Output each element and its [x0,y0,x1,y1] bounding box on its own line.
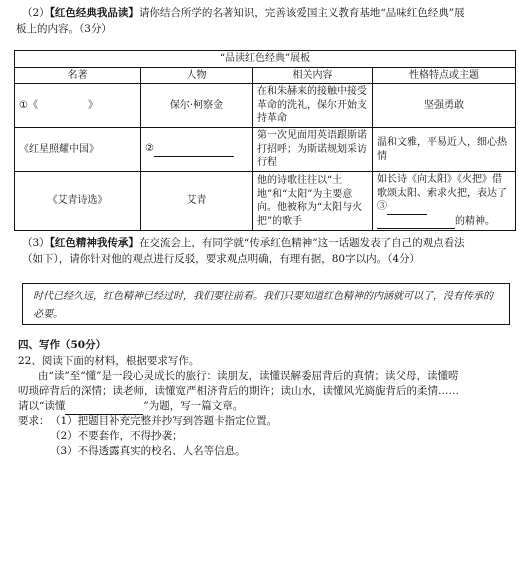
table-row [15,84,516,128]
q2-number: （2） [22,7,50,19]
requirement-1: （1）把题目补充完整并抄写到答题卡指定位置。 [50,415,278,427]
row2-content: 第一次见面用英语跟斯诺打招呼；为斯诺规划采访行程 [253,128,373,172]
table-row [15,172,516,231]
q2-tag: 【红色经典我品读】 [49,7,139,19]
table-title: “品读红色经典”展板 [15,51,516,68]
row2-person-label: ② [145,143,154,155]
requirements-label: 要求： [18,415,50,427]
q3-text-line1: 在交流会上，有同学就“传承红色精神”这一话题发表了自己的观点看法 [138,237,465,249]
requirement-3: （3）不得透露真实的校名、人名等信息。 [50,445,246,457]
row1-book[interactable]: ①《 》 [15,84,141,128]
row3-person: 艾青 [141,172,253,231]
q3-quote-box: 时代已经久远，红色精神已经过时，我们要往前看。我们只要知道红色精神的内涵就可以了，没有传承的必要。 [22,283,510,325]
q2-text-line2: 板上的内容。（3分） [16,23,112,35]
requirement-2: （2）不要套作，不得抄袭； [50,430,183,442]
reading-table [14,50,516,231]
essay-title-blank[interactable] [65,399,143,415]
material-line2: 叨琐碎背后的深情；读老师，读懂宽严相济背后的期许；读山水，读懂风光旖旎背后的柔情…… [18,385,459,397]
q3-text-line2: （如下），请你针对他的观点进行反驳，要求观点明确，有理有据，80字以内。（4分） [22,253,421,265]
essay-prompt [18,399,513,415]
row3-content: 他的诗歌往往以“土地”和“太阳”为主要意向。他被称为“太阳与火把”的歌手 [253,172,373,231]
table-row [15,128,516,172]
essay-prompt-end: ”为题，写一篇文章。 [143,400,244,412]
table-header-book: 名著 [15,67,141,84]
q2-intro [22,6,513,21]
row2-person-cell [141,128,253,172]
section4-title: 四、写作（50分） [18,339,107,351]
row1-content: 在和朱赫来的接触中接受革命的洗礼，保尔开始支持革命 [253,84,373,128]
row3-trait-cell [373,172,516,231]
answer-blank-3b[interactable] [377,215,455,230]
q22-instruction: 22、阅读下面的材料，根据要求写作。 [18,355,200,367]
q3-number: （3） [22,237,50,249]
answer-blank-2[interactable] [154,142,234,157]
material-line1: 由“读”至“懂”是一段心灵成长的旅行：读朋友，读懂误解委屈背后的真情；读父母，读懂唠 [38,370,459,382]
row3-trait-text: 如长诗《向太阳》《火把》借歌颂太阳、索求火把，表达了③ [377,174,507,212]
row1-person: 保尔·柯察金 [141,84,253,128]
table-header-trait: 性格特点或主题 [373,67,516,84]
answer-blank-3a[interactable] [387,200,427,215]
q3-tag: 【红色精神我传承】 [49,237,139,249]
row3-book: 《艾青诗选》 [15,172,141,231]
row1-trait: 坚强勇敢 [373,84,516,128]
q2-text-line1: 请你结合所学的名著知识，完善该爱国主义教育基地“品味红色经典”展 [138,7,465,19]
row2-book: 《红星照耀中国》 [15,128,141,172]
row3-trait-end: 的精神。 [455,215,495,227]
q3-intro [22,236,513,251]
row2-trait: 温和文雅，平易近人，细心热情 [373,128,516,172]
essay-prompt-start: 请以“读懂 [18,400,66,412]
table-header-content: 相关内容 [253,67,373,84]
table-header-person: 人物 [141,67,253,84]
